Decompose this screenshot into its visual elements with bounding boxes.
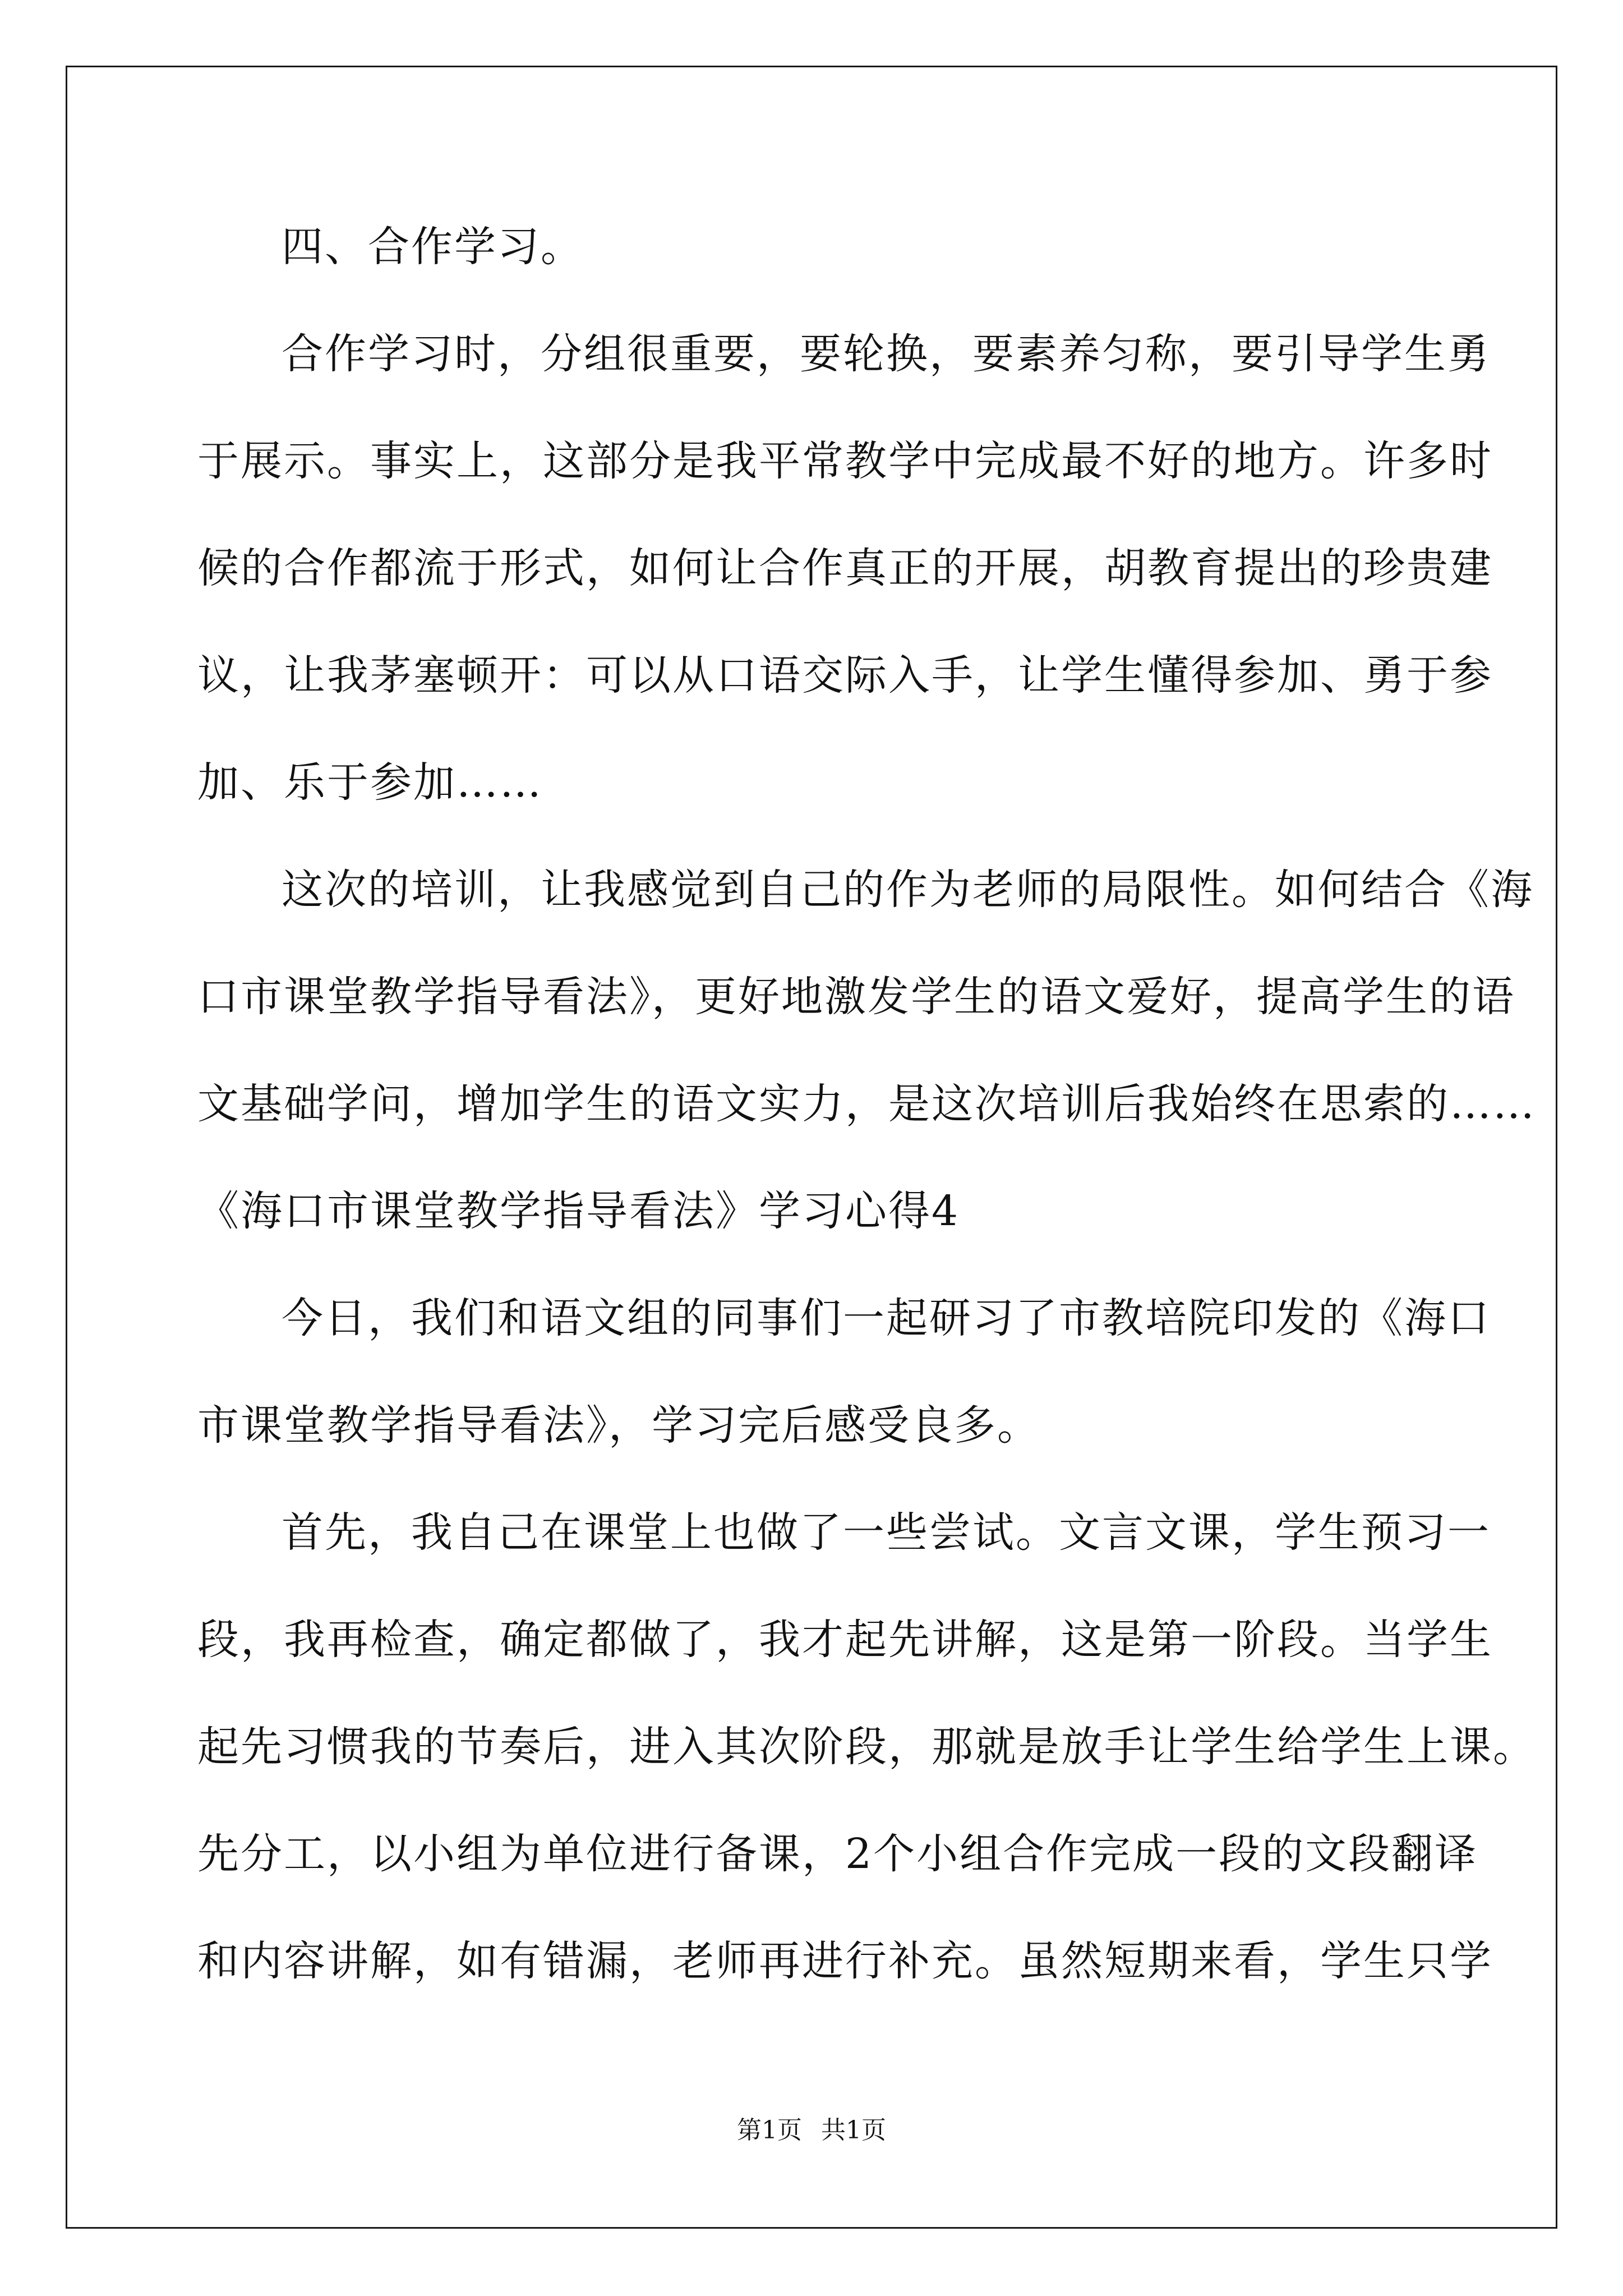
- paragraph-line: 加、乐于参加……: [197, 758, 543, 807]
- paragraph-line: 起先习惯我的节奏后，进入其次阶段，那就是放手让学生给学生上课。: [197, 1723, 1536, 1771]
- page-border: [66, 66, 1557, 2229]
- paragraph-line: 文基础学问，增加学生的语文实力，是这次培训后我始终在思索的……: [197, 1080, 1536, 1128]
- paragraph-line: 和内容讲解，如有错漏，老师再进行补充。虽然短期来看，学生只学: [197, 1937, 1493, 1985]
- paragraph-line: 今日，我们和语文组的同事们一起研习了市教培院印发的《海口: [282, 1294, 1491, 1342]
- paragraph-line: 于展示。事实上，这部分是我平常教学中完成最不好的地方。许多时: [197, 437, 1493, 485]
- paragraph-line: 口市课堂教学指导看法》，更好地激发学生的语文爱好，提高学生的语: [197, 973, 1515, 1021]
- article-title: 《海口市课堂教学指导看法》学习心得4: [197, 1187, 960, 1235]
- paragraph-line: 首先，我自己在课堂上也做了一些尝试。文言文课，学生预习一: [282, 1508, 1491, 1557]
- page-total: 共1页: [821, 2116, 886, 2145]
- paragraph-line: 议，让我茅塞顿开：可以从口语交际入手，让学生懂得参加、勇于参: [197, 651, 1493, 700]
- paragraph-line: 这次的培训，让我感觉到自己的作为老师的局限性。如何结合《海: [282, 866, 1534, 914]
- paragraph-line: 候的合作都流于形式，如何让合作真正的开展，胡教育提出的珍贵建: [197, 544, 1493, 592]
- paragraph-line: 段，我再检查，确定都做了，我才起先讲解，这是第一阶段。当学生: [197, 1616, 1493, 1664]
- paragraph-line: 合作学习时，分组很重要，要轮换，要素养匀称，要引导学生勇: [282, 330, 1491, 378]
- paragraph-line: 先分工，以小组为单位进行备课，2个小组合作完成一段的文段翻译: [197, 1830, 1478, 1878]
- paragraph-line: 市课堂教学指导看法》，学习完后感受良多。: [197, 1401, 1040, 1450]
- section-heading: 四、合作学习。: [282, 223, 584, 271]
- page-footer: [0, 2114, 1623, 2147]
- page-number: 第1页: [737, 2116, 802, 2145]
